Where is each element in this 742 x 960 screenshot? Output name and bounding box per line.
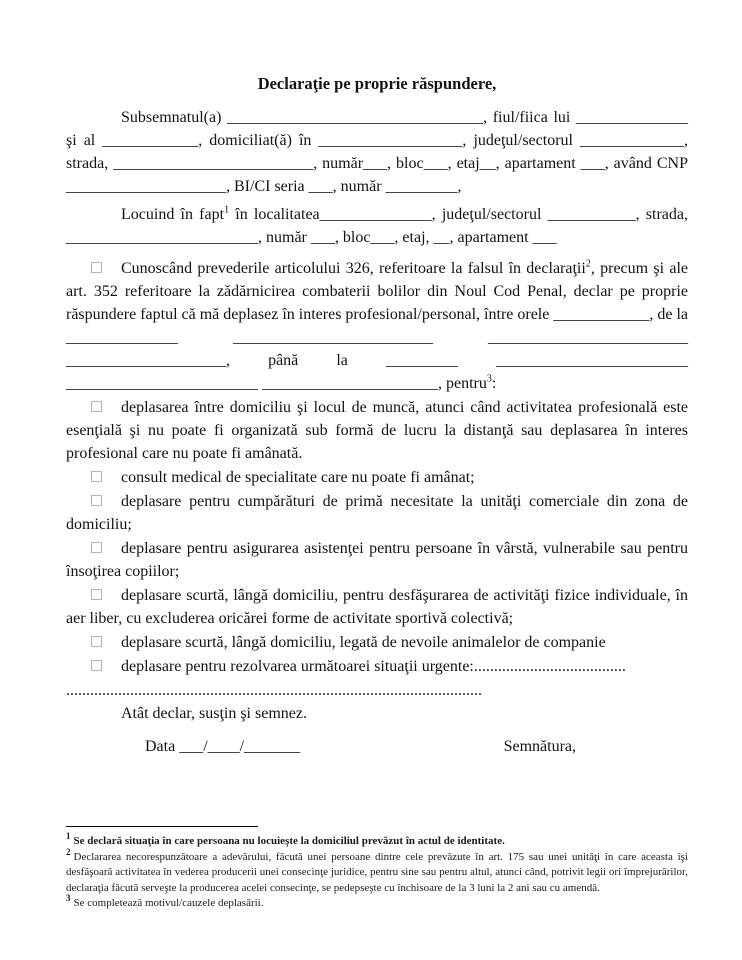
footnote-3-number: 3 xyxy=(66,893,71,904)
reason-text: deplasare scurtă, lângă domiciliu, pentru desfăşurarea de activităţi fizice individuale, în aer liber, cu excluderea oricărei forme de activitate sportivă colectivă; xyxy=(66,587,688,627)
reason-checkbox-shopping[interactable] xyxy=(91,495,102,506)
signature-label: Semnătura, xyxy=(503,738,576,755)
closing-statement: Atât declar, susţin şi semnez. xyxy=(121,705,307,722)
declaration-text-end: : xyxy=(491,375,497,392)
reason-checkbox-work[interactable] xyxy=(91,401,102,412)
footnote-ref-1-marker: 1 xyxy=(224,204,230,216)
reason-item-work xyxy=(66,396,688,465)
document-title: Declaraţie pe proprie răspundere, xyxy=(257,74,497,93)
declaration-text-pre: Cunoscând prevederile articolului 326, referitoare la falsul în declaraţii xyxy=(121,260,586,277)
reason-item-pets xyxy=(66,631,688,654)
reason-checkbox-urgent[interactable] xyxy=(91,660,102,671)
residence-paragraph xyxy=(66,203,688,249)
reason-item-shopping xyxy=(66,490,688,536)
footnote-separator xyxy=(66,826,258,827)
footnote-ref-2-marker: 2 xyxy=(585,258,591,270)
footnote-1 xyxy=(66,831,688,850)
declaration-checkbox[interactable] xyxy=(91,262,102,273)
declaration-paragraph xyxy=(66,257,688,395)
reason-checkbox-assistance[interactable] xyxy=(91,542,102,553)
urgent-situation-dots-line: ........................................................................................................ xyxy=(66,682,482,699)
date-signature-row xyxy=(66,735,688,758)
footnotes-section xyxy=(66,826,688,912)
footnote-2-text: Declararea necorespunzătoare a adevărului, făcută unei persoane dintre cele prevăzute în art. 175 sau unei unităţi în care aceasta îşi desfăşoară activitatea în vederea producerii unei consecinţe juridice, pentru sine sau pentru altul, atunci când, potrivit legii ori împrejurărilor, declaraţia făcută serveşte la producerea acelei consecinţe, se pedepseşte cu închisoare de la 3 luni la 2 ani sau cu amendă. xyxy=(66,850,688,894)
reason-item-medical xyxy=(66,466,688,489)
footnote-3-text: Se completează motivul/cauzele deplasării. xyxy=(73,897,264,909)
footnote-ref-3-marker: 3 xyxy=(486,373,492,385)
residence-text-post: în localitatea______________, judeţul/sectorul ___________, strada, ________________________, număr ___, bloc___, etaj, __, apartament ___ xyxy=(66,206,689,246)
declaration-text-mid: , precum şi ale art. 352 referitoare la zădărnicirea combaterii bolilor din Noul Cod Penal, declar pe proprie răspundere faptul că mă deplasez în interes profesional/personal, între orele ____________, de la ______________ _________________________ _________________________ ____________________, până la _________ ________________________ ________________________ ______________________, pentru xyxy=(66,260,689,392)
reason-text: deplasare scurtă, lângă domiciliu, legată de nevoile animalelor de companie xyxy=(121,634,606,651)
reason-checkbox-pets[interactable] xyxy=(91,636,102,647)
footnote-1-number: 1 xyxy=(66,831,71,842)
footnote-3 xyxy=(66,893,688,912)
reason-checkbox-exercise[interactable] xyxy=(91,589,102,600)
reason-item-assistance xyxy=(66,537,688,583)
footnote-2 xyxy=(66,846,688,897)
footnote-2-number: 2 xyxy=(66,846,71,857)
reason-text: consult medical de specialitate care nu poate fi amânat; xyxy=(121,469,475,486)
reason-text: deplasare pentru cumpărături de primă necesitate la unităţi comerciale din zona de domiciliu; xyxy=(66,493,688,533)
reason-item-exercise xyxy=(66,584,688,630)
footnote-1-text: Se declară situaţia în care persoana nu locuieşte la domiciliul prevăzut în actul de identitate. xyxy=(73,835,505,847)
residence-text-pre: Locuind în fapt xyxy=(121,206,225,223)
date-field: Data ___/____/_______ xyxy=(145,738,301,755)
reason-text: deplasare pentru asigurarea asistenţei pentru persoane în vârstă, vulnerabile sau pentru însoţirea copiilor; xyxy=(66,540,688,580)
reason-text: deplasarea între domiciliu şi locul de muncă, atunci când activitatea profesională este esenţială şi nu poate fi organizată sub formă de lucru la distanţă sau deplasarea în interes profesional care nu poate fi amânată. xyxy=(66,399,688,462)
reason-text: deplasare pentru rezolvarea următoarei situaţii urgente:...................................... xyxy=(121,658,626,675)
reason-item-urgent xyxy=(66,655,688,678)
identity-paragraph: Subsemnatul(a) ________________________________, fiul/fiica lui ______________ şi al ____________, domiciliat(ă) în __________________, judeţul/sectorul _____________, strada, _________________________, număr___, bloc___, etaj__, apartament ___, având CNP ____________________, BI/CI seria ___, număr _________, xyxy=(66,109,688,195)
reason-checkbox-medical[interactable] xyxy=(91,471,102,482)
